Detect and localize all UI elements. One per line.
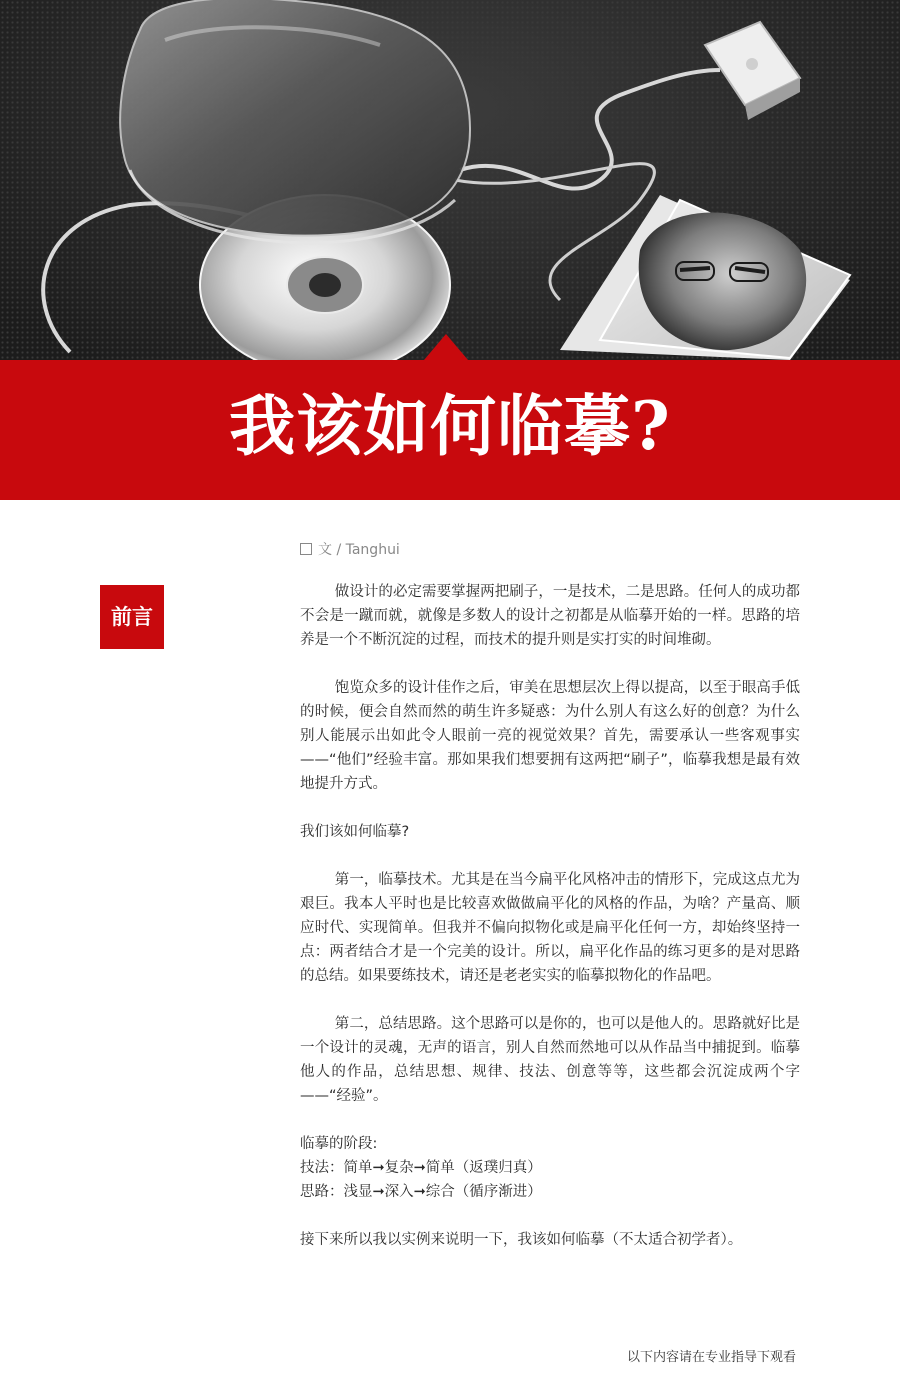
paragraph-technique: 第一，临摹技术。尤其是在当今扁平化风格冲击的情形下，完成这点尤为艰巨。我本人平时也是比较喜欢做做扁平化的风格的作品，为啥？产量高、顺应时代、实现简单。但我并不偏向拟物化或是扁平化任何一方，却始终坚持一点：两者结合才是一个完美的设计。所以，扁平化作品的练习更多的是对思路的总结。如果要练技术，请还是老老实实的临摹拟物化的作品吧。 [300, 872, 800, 984]
section-badge: 前言 [100, 585, 164, 649]
stage-thinking: 思路：浅显➞深入➞综合（循序渐进） [300, 1184, 542, 1200]
page-title: 我该如何临摹? [229, 387, 671, 465]
hero-artwork [0, 0, 900, 360]
banner-notch [424, 334, 468, 360]
paragraph-intro: 做设计的必定需要掌握两把刷子，一是技术，二是思路。任何人的成功都不会是一蹴而就，就像是多数人的设计之初都是从临摹开始的一样。思路的培养是一个不断沉淀的过程，而技术的提升则是实打实的时间堆砌。 [300, 584, 800, 648]
book-cover [560, 195, 850, 360]
stages-heading: 临摹的阶段: [300, 1136, 378, 1152]
paragraph-doubts: 饱览众多的设计佳作之后，审美在思想层次上得以提高，以至于眼高手低的时候，便会自然而然的萌生许多疑惑：为什么别人有这么好的创意？为什么别人能展示出如此令人眼前一亮的视觉效果？首先，需要承认一些客观事实——“他们”经验丰富。那如果我们想要拥有这两把“刷子”，临摹我想是最有效地提升方式。 [300, 680, 800, 792]
article-body [300, 580, 800, 1276]
hero-illustration [0, 0, 900, 360]
stage-technique: 技法：简单➞复杂➞简单（返璞归真） [300, 1160, 542, 1176]
question-heading: 我们该如何临摹? [300, 824, 410, 840]
byline [300, 538, 400, 562]
byline-text: 文 / Tanghui [318, 542, 400, 558]
player-case [120, 0, 470, 243]
footer-note: 以下内容请在专业指导下观看 [626, 1350, 796, 1365]
closing-line: 接下来所以我以实例来说明一下，我该如何临摹（不太适合初学者）。 [300, 1232, 743, 1248]
paragraph-thinking: 第二，总结思路。这个思路可以是你的，也可以是他人的。思路就好比是一个设计的灵魂，无声的语言，别人自然而然地可以从作品当中捕捉到。临摹他人的作品，总结思想、规律、技法、创意等等，这些都会沉淀成两个字——“经验”。 [300, 1016, 800, 1104]
byline-box-icon [300, 543, 312, 555]
